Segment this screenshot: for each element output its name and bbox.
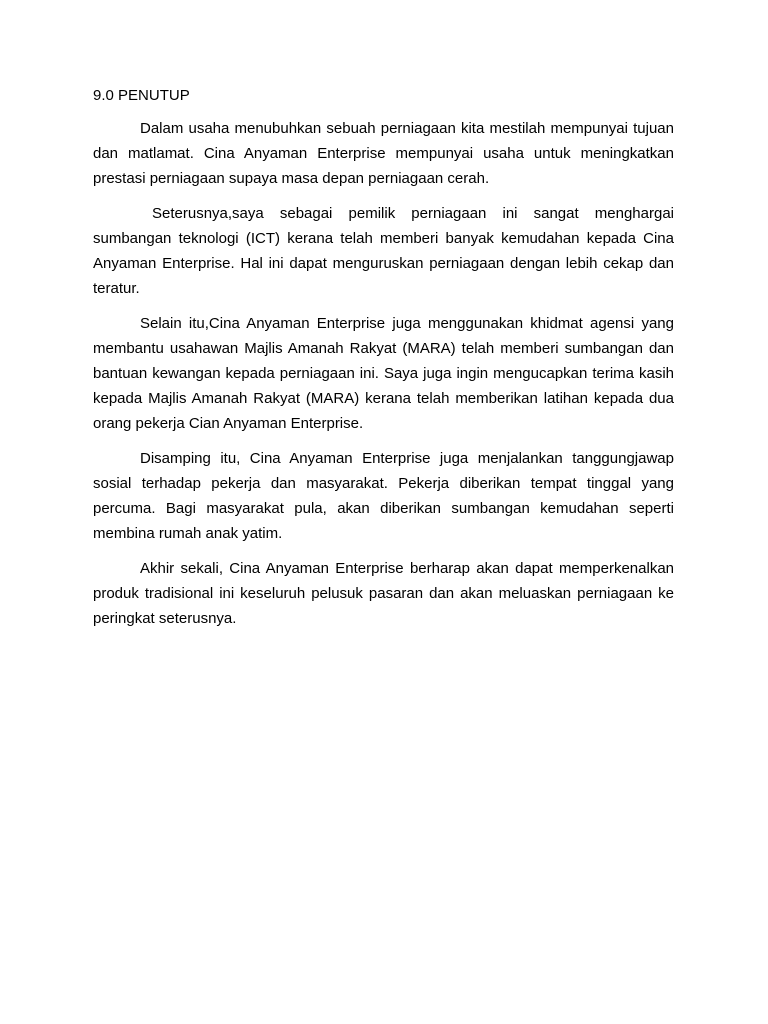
paragraph-technology: Seterusnya,saya sebagai pemilik perniagaan ini sangat menghargai sumbangan teknologi (ICT) kerana telah memberi banyak kemudahan kepada Cina Anyaman Enterprise. Hal ini dapat menguruskan perniagaan dengan lebih cekap dan teratur. [93, 205, 674, 297]
document-page [93, 86, 674, 641]
paragraph-agency-support: Selain itu,Cina Anyaman Enterprise juga menggunakan khidmat agensi yang membantu usahawan Majlis Amanah Rakyat (MARA) telah memberi sumbangan dan bantuan kewangan kepada perniagaan ini. Saya juga ingin mengucapkan terima kasih kepada Majlis Amanah Rakyat (MARA) kerana telah memberikan latihan kepada dua orang pekerja Cian Anyaman Enterprise. [93, 315, 674, 432]
paragraph-intro: Dalam usaha menubuhkan sebuah perniagaan kita mestilah mempunyai tujuan dan matlamat. Cina Anyaman Enterprise mempunyai usaha untuk meningkatkan prestasi perniagaan supaya masa depan perniagaan cerah. [93, 120, 674, 187]
paragraph-conclusion: Akhir sekali, Cina Anyaman Enterprise berharap akan dapat memperkenalkan produk tradisional ini keseluruh pelusuk pasaran dan akan meluaskan perniagaan ke peringkat seterusnya. [93, 560, 674, 627]
paragraph-social-responsibility: Disamping itu, Cina Anyaman Enterprise juga menjalankan tanggungjawap sosial terhadap pekerja dan masyarakat. Pekerja diberikan tempat tinggal yang percuma. Bagi masyarakat pula, akan diberikan sumbangan kemudahan seperti membina rumah anak yatim. [93, 450, 674, 542]
section-heading: 9.0 PENUTUP [93, 87, 190, 104]
